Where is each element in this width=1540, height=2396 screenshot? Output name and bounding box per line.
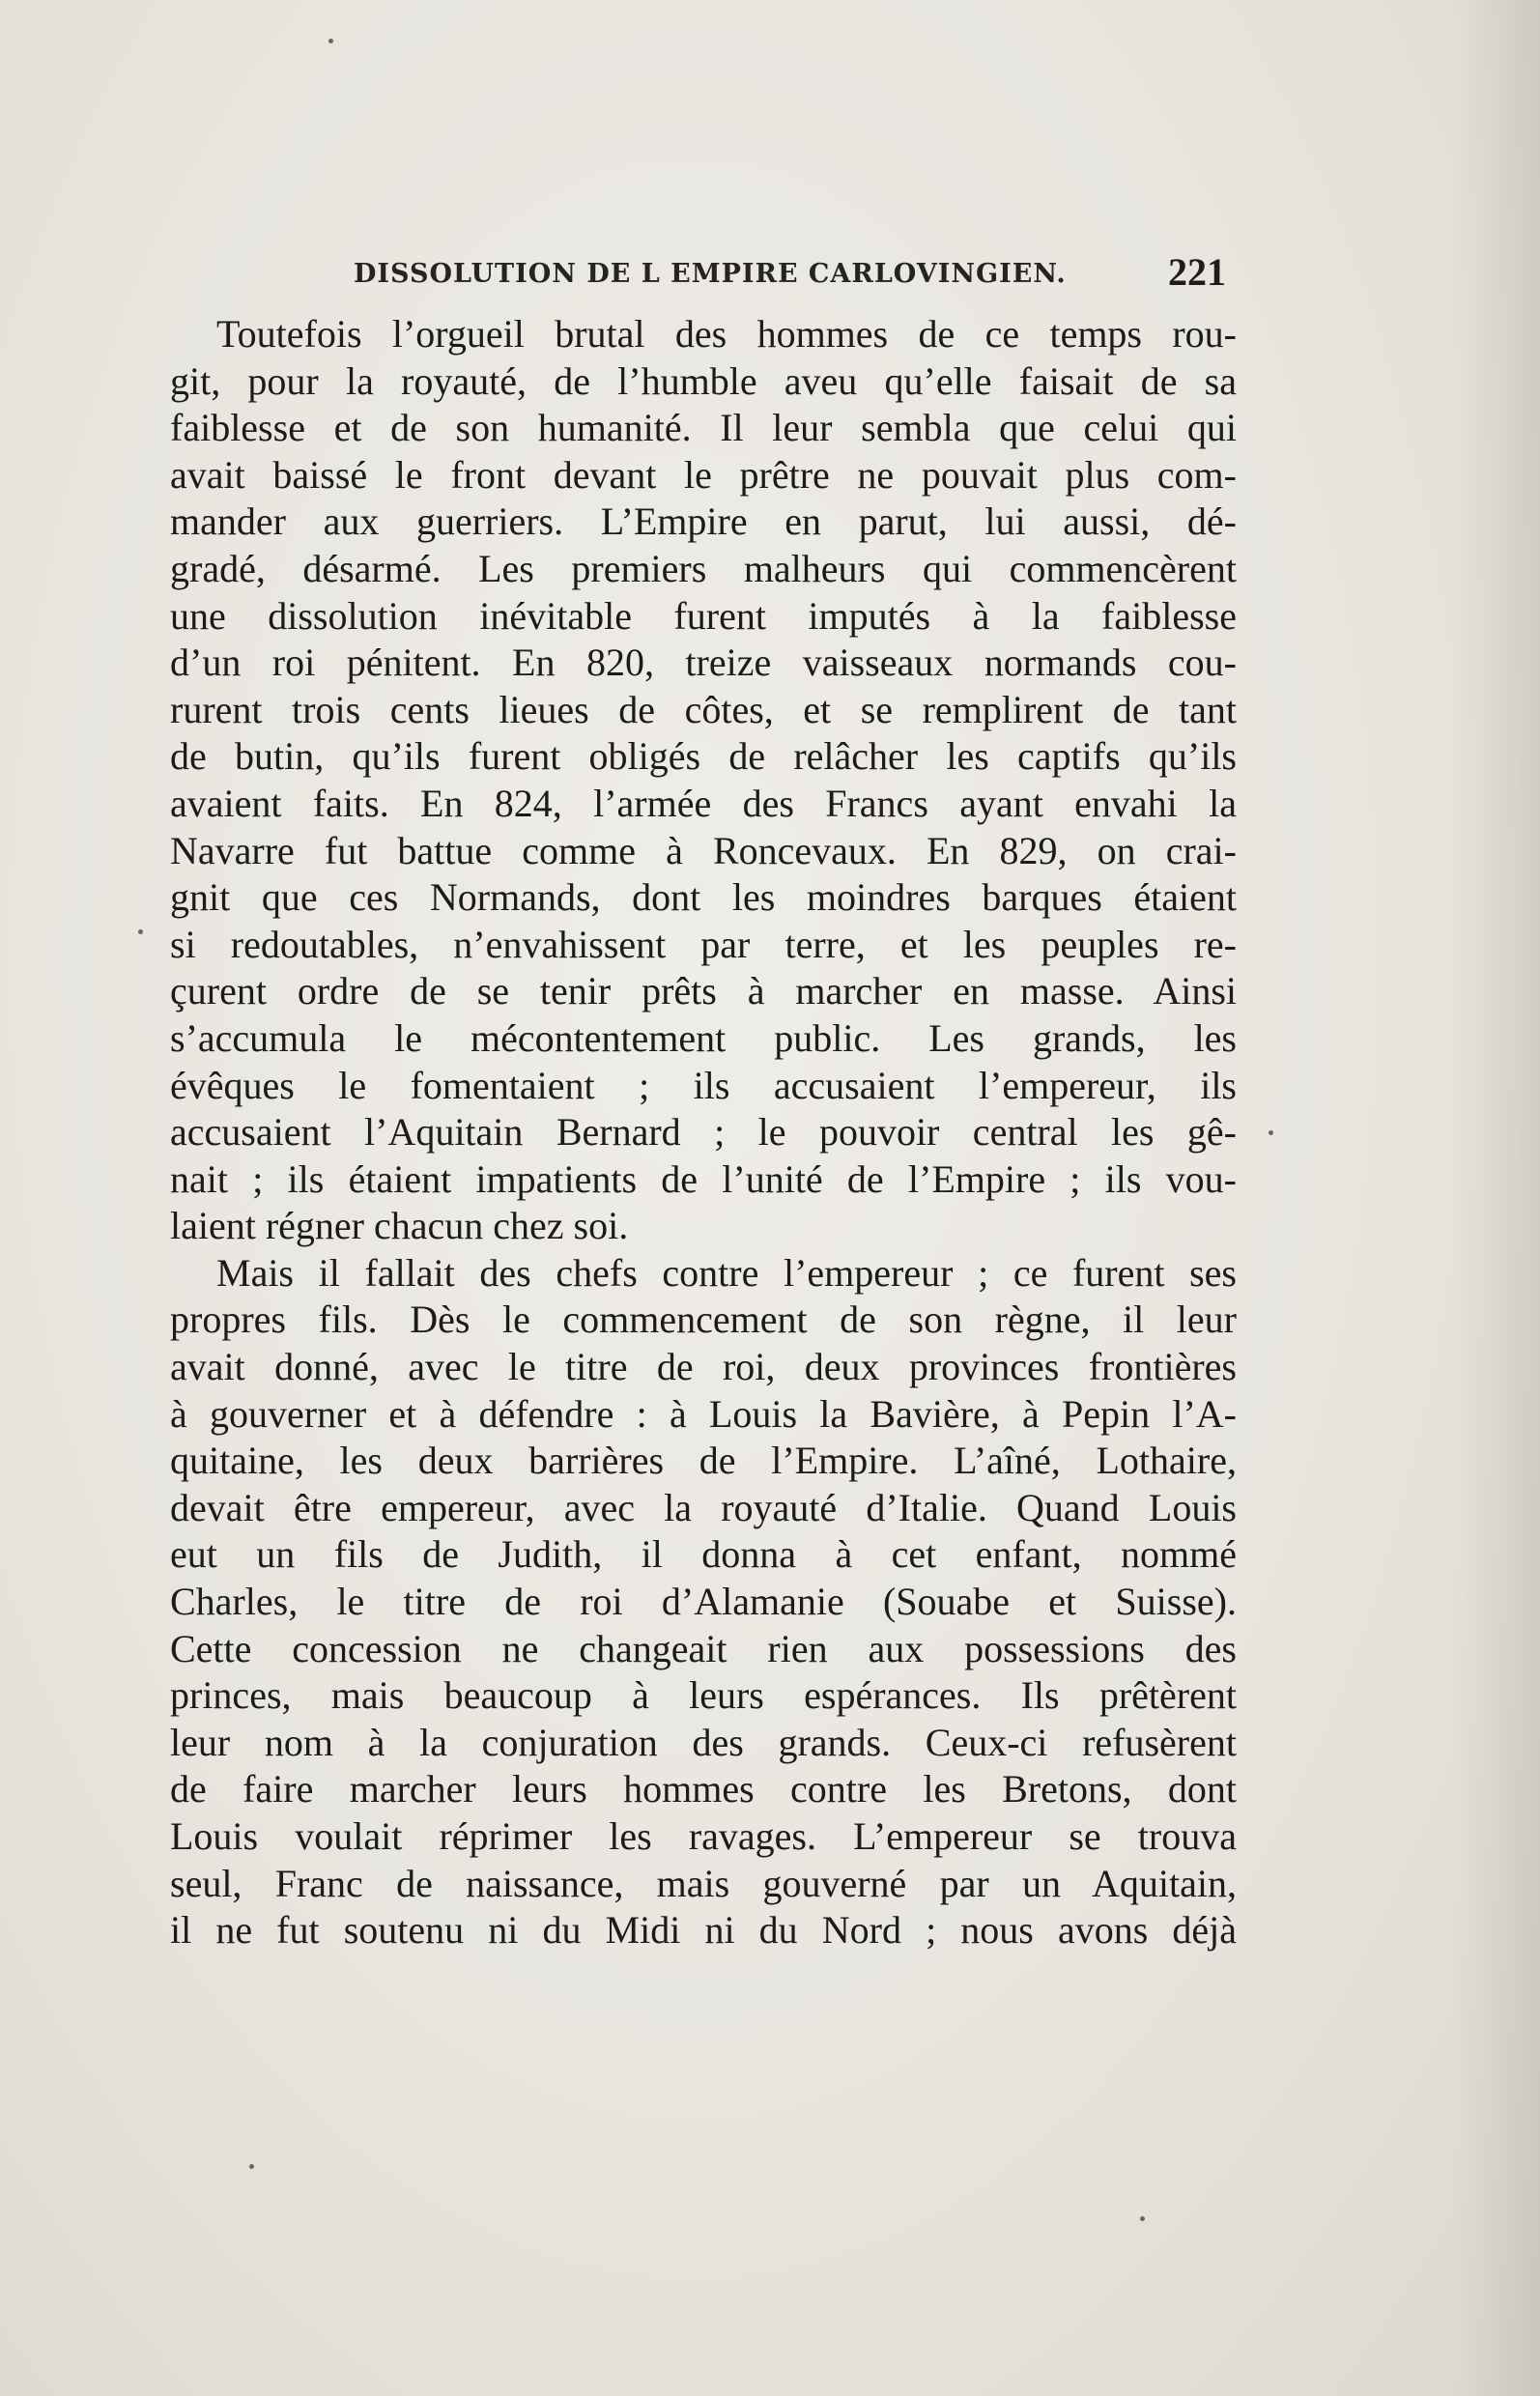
- print-speck: [328, 39, 333, 43]
- text-line: si redoutables, n’envahissent par terre, et les peuples re-: [170, 922, 1237, 966]
- text-line: propres fils. Dès le commencement de son règne, il leur: [170, 1298, 1237, 1342]
- text-line: nait ; ils étaient impatients de l’unité de l’Empire ; ils vou-: [170, 1156, 1237, 1201]
- text-line: çurent ordre de se tenir prêts à marcher en masse. Ainsi: [170, 969, 1237, 1013]
- text-line: avaient faits. En 824, l’armée des Francs ayant envahi la: [170, 781, 1237, 825]
- text-line: eut un fils de Judith, il donna à cet enfant, nommé: [170, 1532, 1237, 1577]
- text-line: une dissolution inévitable furent imputés à la faiblesse: [170, 593, 1237, 638]
- text-line: d’un roi pénitent. En 820, treize vaisseaux normands cou-: [170, 641, 1237, 685]
- text-line: avait donné, avec le titre de roi, deux provinces frontières: [170, 1345, 1237, 1389]
- print-speck: [1269, 1130, 1273, 1135]
- text-line: Toutefois l’orgueil brutal des hommes de ce temps rou-: [216, 312, 1237, 356]
- text-line: faiblesse et de son humanité. Il leur sembla que celui qui: [170, 406, 1237, 450]
- text-line: rurent trois cents lieues de côtes, et se remplirent de tant: [170, 687, 1237, 731]
- text-line: devait être empereur, avec la royauté d’Italie. Quand Louis: [170, 1485, 1237, 1529]
- print-speck: [1140, 2216, 1145, 2221]
- text-line: avait baissé le front devant le prêtre ne pouvait plus com-: [170, 452, 1237, 497]
- running-head: DISSOLUTION DE L EMPIRE CARLOVINGIEN.: [354, 259, 1067, 289]
- text-line: Navarre fut battue comme à Roncevaux. En 829, on crai-: [170, 828, 1237, 872]
- text-line: de butin, qu’ils furent obligés de relâcher les captifs qu’ils: [170, 734, 1237, 779]
- text-line: seul, Franc de naissance, mais gouverné par un Aquitain,: [170, 1861, 1237, 1905]
- text-line: laient régner chacun chez soi.: [170, 1204, 629, 1248]
- page-number: 221: [1168, 250, 1226, 294]
- text-line: Charles, le titre de roi d’Alamanie (Souabe et Suisse).: [170, 1580, 1237, 1624]
- body-text: [170, 311, 1237, 1954]
- page-edge-shadow: [1453, 0, 1540, 2396]
- print-speck: [249, 2164, 254, 2169]
- text-line: mander aux guerriers. L’Empire en parut, lui aussi, dé-: [170, 499, 1237, 544]
- text-line: il ne fut soutenu ni du Midi ni du Nord ; nous avons déjà: [170, 1908, 1237, 1953]
- print-speck: [138, 929, 143, 934]
- text-line: Louis voulait réprimer les ravages. L’empereur se trouva: [170, 1814, 1237, 1858]
- text-line: gradé, désarmé. Les premiers malheurs qui commencèrent: [170, 546, 1237, 590]
- text-line: accusaient l’Aquitain Bernard ; le pouvoir central les gê-: [170, 1110, 1237, 1155]
- text-line: de faire marcher leurs hommes contre les Bretons, dont: [170, 1767, 1237, 1811]
- text-line: leur nom à la conjuration des grands. Ceux-ci refusèrent: [170, 1720, 1237, 1764]
- text-line: quitaine, les deux barrières de l’Empire. L’aîné, Lothaire,: [170, 1439, 1237, 1483]
- text-line: Cette concession ne changeait rien aux possessions des: [170, 1626, 1237, 1670]
- text-line: à gouverner et à défendre : à Louis la Bavière, à Pepin l’A-: [170, 1391, 1237, 1436]
- text-line: gnit que ces Normands, dont les moindres barques étaient: [170, 875, 1237, 920]
- text-line: git, pour la royauté, de l’humble aveu qu’elle faisait de sa: [170, 358, 1237, 403]
- text-line: princes, mais beaucoup à leurs espérances. Ils prêtèrent: [170, 1673, 1237, 1718]
- text-line: évêques le fomentaient ; ils accusaient l’empereur, ils: [170, 1063, 1237, 1107]
- text-line: Mais il fallait des chefs contre l’empereur ; ce furent ses: [216, 1250, 1237, 1295]
- text-line: s’accumula le mécontentement public. Les grands, les: [170, 1015, 1237, 1060]
